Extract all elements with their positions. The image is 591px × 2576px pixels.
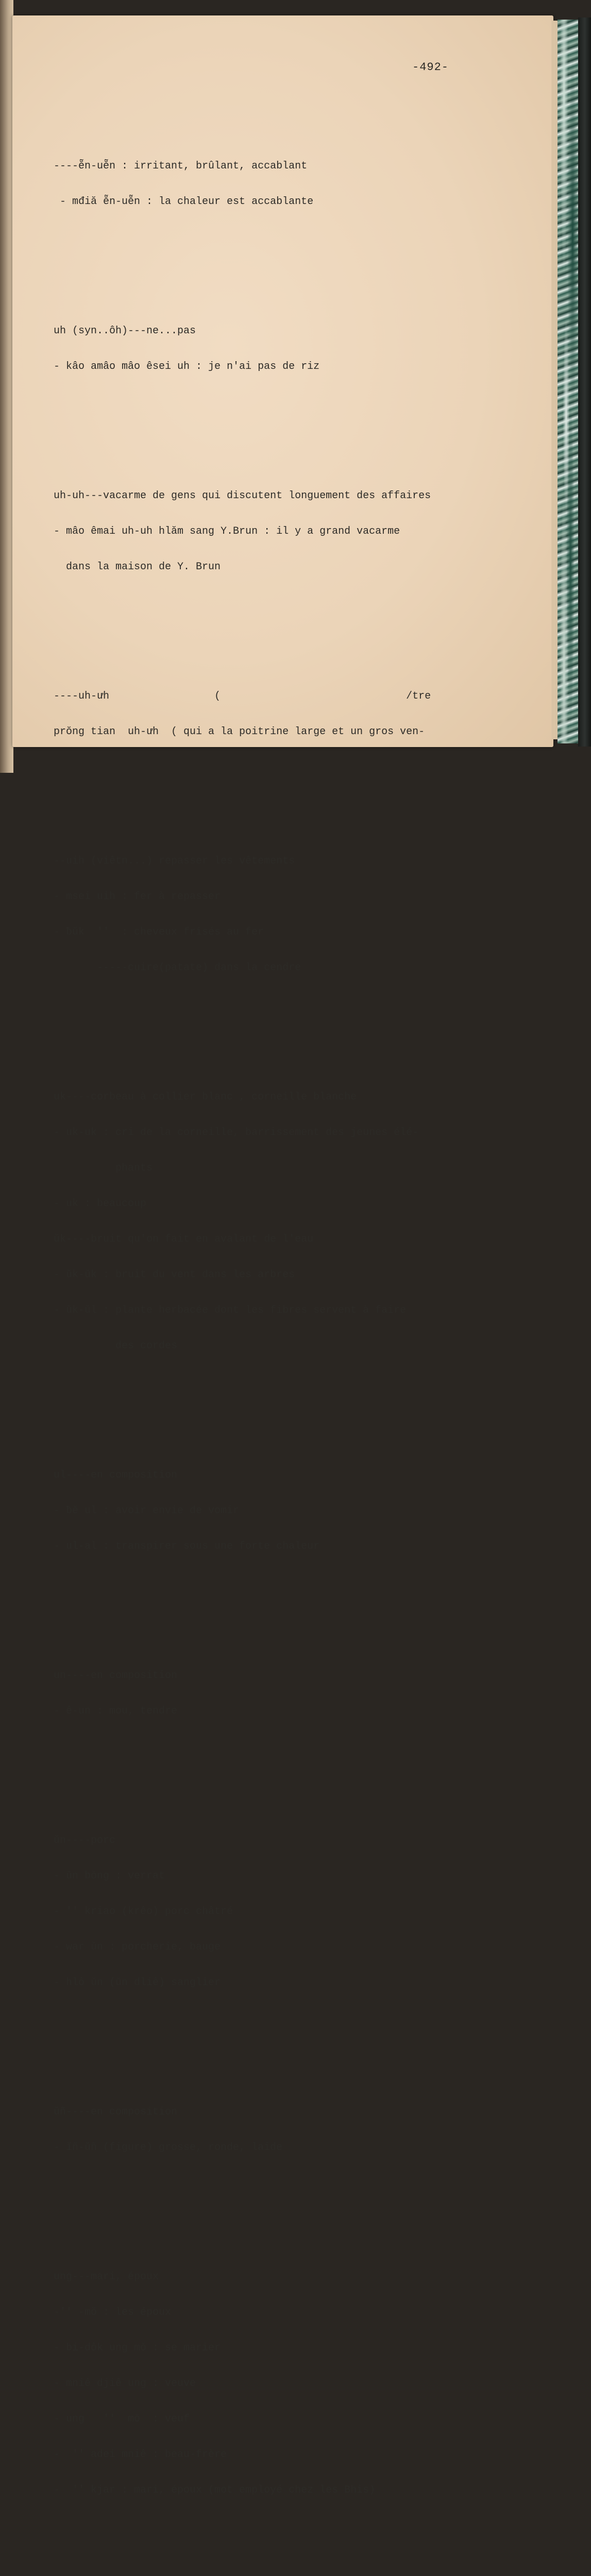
dictionary-entry bbox=[54, 2247, 497, 2520]
entry-line: - '' kjar : mari, époux (mot employé chez les Bhis) bbox=[54, 2484, 376, 2496]
entry-line: - ŭk-ŭk : bruit du vent dans les arbres bbox=[54, 1269, 295, 1281]
entry-line: ŭn----porc bbox=[54, 1835, 116, 1846]
entry-line: - mniê djiê ung : veuve bbox=[54, 2378, 196, 2389]
dictionary-entry bbox=[54, 1811, 497, 2012]
entry-line: ŭñ----en composition bbox=[54, 2106, 178, 2118]
entry-line: - ŭn bŏng : verrat bbox=[54, 1870, 165, 1882]
entry-line: -'' -mŏ : les époux bbox=[54, 2307, 172, 2318]
entry-line: - uk : beaucoup bbox=[54, 1198, 147, 1210]
dictionary-entry bbox=[54, 1446, 497, 1576]
entry-line: un----en composition bbox=[54, 1670, 178, 1682]
entry-line: - war ŭn : porcherie, bauge bbox=[54, 1941, 221, 1953]
dictionary-text bbox=[54, 101, 497, 2576]
marbled-cover bbox=[558, 20, 579, 743]
entry-line: dans la maison de Y. Brun bbox=[54, 561, 221, 573]
entry-line: des cordes bbox=[54, 1340, 178, 1352]
book-binding bbox=[578, 18, 591, 747]
entry-line: - mâo êmai uh-uh hlăm sang Y.Brun : il y a grand vacarme bbox=[54, 526, 400, 537]
entry-line: uk----corbeau à collier blanc , corneille blanche bbox=[54, 1091, 357, 1103]
entry-line: ung---mari, époux bbox=[54, 2271, 159, 2283]
dictionary-entry bbox=[54, 2082, 497, 2177]
entry-line: - ê-un : mou, tendre bbox=[54, 1705, 178, 1717]
dictionary-entry bbox=[54, 301, 497, 396]
entry-line: - mđiă ĕ̃n-uĕ̃n : la chaleur est accablante bbox=[54, 196, 314, 208]
entry-line: -----cuire(patate) dans la cendre bbox=[54, 962, 301, 974]
entry-line: ----ĕ̃n-uĕ̃n : irritant, brûlant, accablant bbox=[54, 160, 308, 172]
entry-line: ŭk----bruit qu'on fait en avalant de l'eau bbox=[54, 1233, 314, 1245]
entry-line: prŏng tian uh-ưh ( qui a la poitrine large et un gros ven- bbox=[54, 726, 425, 738]
entry-line: - bi-dôk ung mŏ : se marier bbox=[54, 2342, 221, 2354]
book-left-edge bbox=[0, 0, 13, 773]
entry-line: - hlô ŭn (ŭn dliê) sanglier bbox=[54, 1977, 221, 1989]
dictionary-entry bbox=[54, 466, 497, 597]
entry-line: uh-uh---vacarme de gens qui discutent longuement des affaires bbox=[54, 490, 431, 502]
entry-line: - msei uih : fer à repasser bbox=[54, 891, 221, 903]
entry-line: - ĭñ-ŭñ (figure) grosse, ronde, laide bbox=[54, 2142, 283, 2154]
entry-line: - ŭk-ŭl : plante herbacée dont les fibres servent à faire bbox=[54, 1304, 407, 1316]
dictionary-entry bbox=[54, 1067, 497, 1376]
entry-line: ul----en composition bbox=[54, 1469, 178, 1481]
entry-line: ----uh-ưh ( /tre bbox=[54, 690, 431, 702]
page-number: -492- bbox=[412, 61, 449, 74]
entry-line: phants bbox=[54, 1162, 153, 1174]
dictionary-entry bbox=[54, 667, 497, 761]
dictionary-entry bbox=[54, 1646, 497, 1741]
entry-line: - ƀŭk '' : cheveux frisés au fer bbox=[54, 926, 264, 938]
entry-line: --uih (viêtn...) repasser les vêtements bbox=[54, 855, 295, 867]
entry-line: - uk-uk : cri de la corneille, barrissement des jeunes élé- bbox=[54, 1127, 419, 1139]
dictionary-entry bbox=[54, 137, 497, 231]
entry-line: - ƀĕ ul : avoir envie de vomir bbox=[54, 1505, 240, 1517]
entry-line: - kâo amâo mâo êsei uh : je n'ai pas de riz bbox=[54, 361, 320, 372]
entry-line: - ung '' mŏ : veuf bbox=[54, 2413, 190, 2425]
entry-line: - ul-al : transpirer sous une forte chaleur bbox=[54, 1540, 320, 1552]
entry-line: - '' adei mniê : beau-frère bbox=[54, 2449, 227, 2461]
entry-line: uh (syn..ôh)---ne...pas bbox=[54, 325, 196, 337]
dictionary-entry bbox=[54, 832, 497, 997]
entry-line: - '' kriao (krêo) porc châtré bbox=[54, 1906, 233, 1918]
